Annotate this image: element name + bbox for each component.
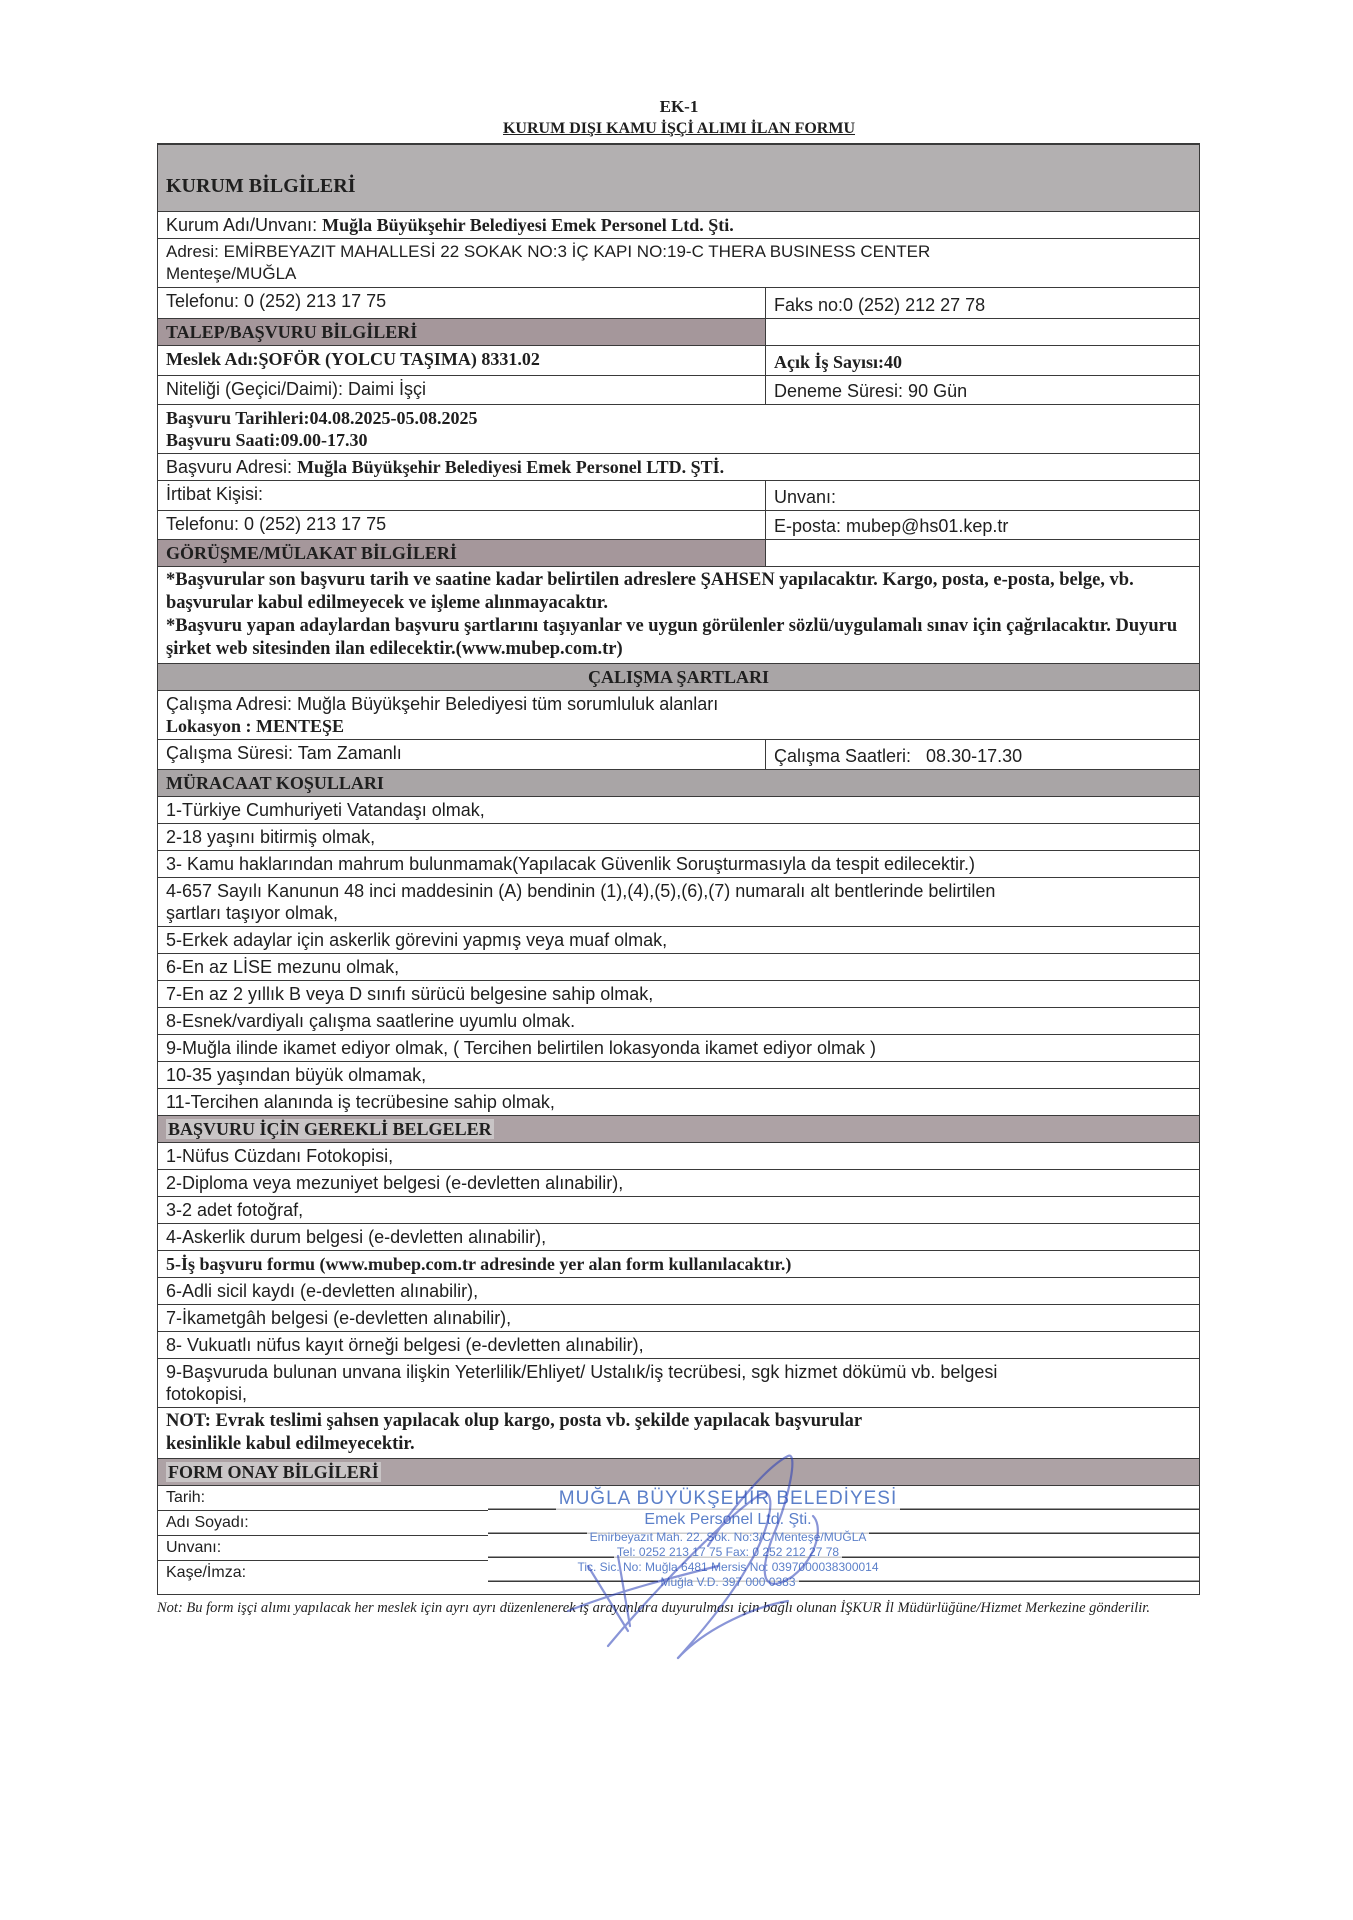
section-title: GÖRÜŞME/MÜLAKAT BİLGİLERİ bbox=[158, 540, 766, 566]
section-onay-header bbox=[158, 1459, 1199, 1486]
stamp-signature-area bbox=[488, 1486, 1199, 1594]
application-address-value: Muğla Büyükşehir Belediyesi Emek Personel LTD. ŞTİ. bbox=[297, 457, 725, 477]
approval-stamp-row: Kaşe/İmza: bbox=[166, 1564, 247, 1581]
section-muracaat-header bbox=[158, 770, 1199, 797]
kurum-name-label: Kurum Adı/Unvanı: bbox=[166, 215, 323, 235]
interview-note-2: *Başvuru yapan adaylardan başvuru şartlarını taşıyanlar ve uygun görülenler sözlü/uygulamalı sınav için çağrılacaktır. Duyuru şirket web sitesinden ilan edilecektir.(www.mubep.com.tr) bbox=[166, 616, 1178, 659]
work-duration: Çalışma Süresi: Tam Zamanlı bbox=[158, 740, 766, 769]
document-item: 9-Başvuruda bulunan unvana ilişkin Yeterlilik/Ehliyet/ Ustalık/iş tecrübesi, sgk hizmet dökümü vb. belgesi fotokopisi, bbox=[158, 1359, 1199, 1408]
section-calisma-header bbox=[158, 664, 1199, 691]
approval-labels bbox=[158, 1486, 488, 1594]
company-stamp bbox=[518, 1488, 938, 1590]
requirement-item: 5-Erkek adaylar için askerlik görevini yapmış veya muaf olmak, bbox=[158, 927, 1199, 954]
work-hours: Çalışma Saatleri: 08.30-17.30 bbox=[774, 746, 1023, 766]
stamp-line: Muğla V.D. 397 000 0383 bbox=[658, 1575, 799, 1590]
work-address: Çalışma Adresi: Muğla Büyükşehir Belediyesi tüm sorumluluk alanları bbox=[166, 694, 719, 714]
section-kurum-header bbox=[158, 145, 1199, 212]
kurum-name-value: Muğla Büyükşehir Belediyesi Emek Personel Ltd. Şti. bbox=[322, 215, 734, 235]
talep-nature-row bbox=[158, 376, 1199, 405]
document-item: 7-İkametgâh belgesi (e-devletten alınabilir), bbox=[158, 1305, 1199, 1332]
kurum-name-row bbox=[158, 212, 1199, 239]
section-title: KURUM BİLGİLERİ bbox=[166, 175, 356, 197]
probation: Deneme Süresi: 90 Gün bbox=[774, 381, 968, 401]
section-title: TALEP/BAŞVURU BİLGİLERİ bbox=[158, 319, 766, 345]
footer-note: Not: Bu form işçi alımı yapılacak her meslek için ayrı ayrı düzenlenerek iş arayanlara duyurulması için bağlı olunan İŞKUR İl Müdürlüğüne/Hizmet Merkezine gönderilir. bbox=[157, 1600, 1150, 1616]
approval-date-row: Tarih: bbox=[158, 1486, 488, 1511]
talep-contact-phone-row bbox=[158, 511, 1199, 540]
requirement-item: 10-35 yaşından büyük olmamak, bbox=[158, 1062, 1199, 1089]
interview-note-1: *Başvurular son başvuru tarih ve saatine kadar belirtilen adreslere ŞAHSEN yapılacaktır. Kargo, posta, e-posta, belge, vb. başvurular kabul edilmeyecek ve işleme alınmayacaktır. bbox=[166, 570, 1134, 613]
open-positions: Açık İş Sayısı:40 bbox=[774, 352, 903, 372]
stamp-line: Tel: 0252 213 17 75 Fax: 0 252 212 27 78 bbox=[614, 1545, 842, 1560]
talep-dates-row bbox=[158, 405, 1199, 454]
document-item: 4-Askerlik durum belgesi (e-devletten alınabilir), bbox=[158, 1224, 1199, 1251]
talep-contact-row bbox=[158, 481, 1199, 511]
requirement-item: 9-Muğla ilinde ikamet ediyor olmak, ( Tercihen belirtilen lokasyonda ikamet ediyor olmak ) bbox=[158, 1035, 1199, 1062]
requirement-item: 3- Kamu haklarından mahrum bulunmamak(Yapılacak Güvenlik Soruşturmasıyla da tespit edilecektir.) bbox=[158, 851, 1199, 878]
calisma-duration-row bbox=[158, 740, 1199, 770]
document-item: 5-İş başvuru formu (www.mubep.com.tr adresinde yer alan form kullanılacaktır.) bbox=[158, 1251, 1199, 1278]
talep-address-row bbox=[158, 454, 1199, 481]
page-title: KURUM DIŞI KAMU İŞÇİ ALIMI İLAN FORMU bbox=[502, 120, 855, 137]
contact-title: Unvanı: bbox=[774, 487, 837, 507]
section-belgeler-header bbox=[158, 1116, 1199, 1143]
kurum-phone-row bbox=[158, 288, 1199, 319]
requirement-item: 8-Esnek/vardiyalı çalışma saatlerine uyumlu olmak. bbox=[158, 1008, 1199, 1035]
section-gorusme-header bbox=[158, 540, 1199, 567]
kurum-address-line1: Adresi: EMİRBEYAZIT MAHALLESİ 22 SOKAK NO:3 İÇ KAPI NO:19-C THERA BUSINESS CENTER bbox=[166, 242, 931, 261]
talep-occupation-row bbox=[158, 346, 1199, 376]
approval-block bbox=[158, 1486, 1199, 1594]
requirement-item: 11-Tercihen alanında iş tecrübesine sahip olmak, bbox=[158, 1089, 1199, 1116]
annex-label: EK-1 bbox=[659, 97, 699, 116]
document-item: 6-Adli sicil kaydı (e-devletten alınabilir), bbox=[158, 1278, 1199, 1305]
kurum-address-line2: Menteşe/MUĞLA bbox=[166, 264, 297, 283]
documents-note-row bbox=[158, 1408, 1199, 1459]
approval-name-row: Adı Soyadı: bbox=[158, 1511, 488, 1536]
work-location: Lokasyon : MENTEŞE bbox=[166, 716, 345, 736]
kurum-phone: Telefonu: 0 (252) 213 17 75 bbox=[158, 288, 766, 318]
requirement-item: 6-En az LİSE mezunu olmak, bbox=[158, 954, 1199, 981]
stamp-line: MUĞLA BÜYÜKŞEHİR BELEDİYESİ bbox=[556, 1488, 901, 1510]
requirement-item: 4-657 Sayılı Kanunun 48 inci maddesinin (A) bendinin (1),(4),(5),(6),(7) numaralı alt bentlerinde belirtilen şartları taşıyor olmak, bbox=[158, 878, 1199, 927]
approval-title-row: Unvanı: bbox=[158, 1536, 488, 1561]
application-address-label: Başvuru Adresi: bbox=[166, 457, 298, 477]
contact-email[interactable]: E-posta: mubep@hs01.kep.tr bbox=[774, 516, 1009, 536]
contact-person: İrtibat Kişisi: bbox=[158, 481, 766, 510]
requirement-item: 1-Türkiye Cumhuriyeti Vatandaşı olmak, bbox=[158, 797, 1199, 824]
occupation: Meslek Adı:ŞOFÖR (YOLCU TAŞIMA) 8331.02 bbox=[158, 346, 766, 375]
nature: Niteliği (Geçici/Daimi): Daimi İşçi bbox=[158, 376, 766, 404]
requirement-item: 7-En az 2 yıllık B veya D sınıfı sürücü belgesine sahip olmak, bbox=[158, 981, 1199, 1008]
document-item: 2-Diploma veya mezuniyet belgesi (e-devletten alınabilir), bbox=[158, 1170, 1199, 1197]
documents-note: NOT: Evrak teslimi şahsen yapılacak olup kargo, posta vb. şekilde yapılacak başvurular kesinlikle kabul edilmeyecektir. bbox=[166, 1411, 862, 1454]
page bbox=[157, 96, 1201, 1617]
kurum-fax: Faks no:0 (252) 212 27 78 bbox=[774, 295, 986, 315]
stamp-line: Emek Personel Ltd. Şti. bbox=[641, 1510, 814, 1530]
gorusme-notes-row bbox=[158, 567, 1199, 664]
section-title: MÜRACAAT KOŞULLARI bbox=[166, 773, 384, 793]
requirement-item: 2-18 yaşını bitirmiş olmak, bbox=[158, 824, 1199, 851]
document-item: 3-2 adet fotoğraf, bbox=[158, 1197, 1199, 1224]
application-hours: Başvuru Saati:09.00-17.30 bbox=[166, 430, 368, 450]
stamp-line: Tic. Sic. No: Muğla 6481 Mersis No: 0397000038300014 bbox=[574, 1560, 881, 1575]
document-item: 8- Vukuatlı nüfus kayıt örneği belgesi (e-devletten alınabilir), bbox=[158, 1332, 1199, 1359]
section-title: BAŞVURU İÇİN GEREKLİ BELGELER bbox=[168, 1119, 492, 1139]
stamp-line: Emirbeyazıt Mah. 22. Sok. No:3/C Menteşe/MUĞLA bbox=[587, 1530, 870, 1545]
calisma-address-row bbox=[158, 691, 1199, 740]
section-title: FORM ONAY BİLGİLERİ bbox=[168, 1462, 379, 1482]
contact-phone: Telefonu: 0 (252) 213 17 75 bbox=[158, 511, 766, 539]
kurum-address-row bbox=[158, 239, 1199, 288]
application-dates: Başvuru Tarihleri:04.08.2025-05.08.2025 bbox=[166, 408, 478, 428]
section-talep-header bbox=[158, 319, 1199, 346]
section-title: ÇALIŞMA ŞARTLARI bbox=[588, 667, 769, 687]
job-posting-form bbox=[157, 143, 1200, 1595]
document-item: 1-Nüfus Cüzdanı Fotokopisi, bbox=[158, 1143, 1199, 1170]
